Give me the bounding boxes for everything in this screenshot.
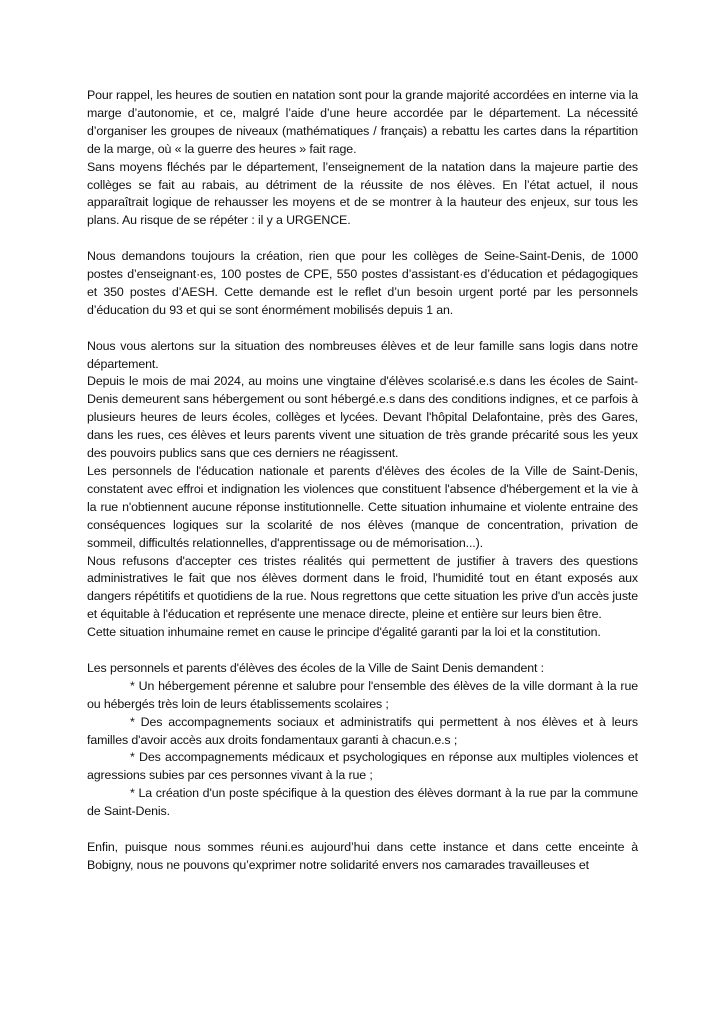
section-eleves-sans-logis: [87, 338, 638, 642]
paragraph: Cette situation inhumaine remet en cause le principe d'égalité garanti par la loi et la constitution.: [87, 625, 601, 640]
paragraph: Les personnels de l'éducation nationale et parents d'élèves des écoles de la Ville de Saint-Denis, constatent avec effroi et indignation les violences que constituent l'absence d'hébergement et la vie à la rue n'obtiennent aucune réponse institutionnelle. Cette situation inhumaine et violente entraine des conséquences logiques sur la scolarité de nos élèves (manque de concentration, privation de sommeil, difficultés relationnelles, d'apprentissage ou de mémorisation...).: [87, 464, 638, 550]
paragraph: Nous refusons d'accepter ces tristes réalités qui permettent de justifier à travers des questions administratives le fait que nos élèves dorment dans le froid, l'humidité tout en étant exposés aux dangers répétitifs et quotidiens de la rue. Nous regrettons que cette situation les prive d'un accès juste et équitable à l'éducation et représente une menace directe, pleine et entière sur leurs bien être.: [87, 553, 638, 622]
section-demande-postes: [87, 248, 638, 320]
paragraph: Nous demandons toujours la création, rien que pour les collèges de Seine-Saint-Denis, de 1000 postes d’enseignant·es, 100 postes de CPE, 550 postes d’assistant·es d’éducation et pédagogiques et 350 postes d’AESH. Cette demande est le reflet d’un besoin urgent porté par les personnels d’éducation du 93 et qui se sont énormément mobilisés depuis 1 an.: [87, 249, 638, 317]
section-demandes: [87, 660, 638, 821]
document-page: [87, 87, 638, 893]
list-item: * La création d'un poste spécifique à la question des élèves dormant à la rue par la commune de Saint-Denis.: [87, 786, 638, 819]
list-item: * Un hébergement pérenne et salubre pour l'ensemble des élèves de la ville dormant à la rue ou hébergés très loin de leurs établissements scolaires ;: [87, 678, 638, 711]
paragraph: Nous vous alertons sur la situation des nombreuses élèves et de leur famille sans logis dans notre département.: [87, 338, 638, 371]
section-solidarite: [87, 839, 638, 875]
section-natation: [87, 87, 638, 230]
paragraph: Enfin, puisque nous sommes réuni.es aujourd’hui dans cette instance et dans cette enceinte à Bobigny, nous ne pouvons qu’exprimer notre solidarité envers nos camarades travailleuses et: [87, 840, 638, 872]
list-intro: Les personnels et parents d'élèves des écoles de la Ville de Saint Denis demandent :: [87, 660, 545, 675]
paragraph: Sans moyens fléchés par le département, l’enseignement de la natation dans la majeure partie des collèges se fait au rabais, au détriment de la réussite de nos élèves. En l’état actuel, il nous apparaîtrait logique de rehausser les moyens et de se montrer à la hauteur des enjeux, sur tous les plans. Au risque de se répéter : il y a URGENCE.: [87, 159, 638, 228]
list-item: * Des accompagnements sociaux et administratifs qui permettent à nos élèves et à leurs familles d'avoir accès aux droits fondamentaux garanti à chacun.e.s ;: [87, 714, 638, 747]
list-item: * Des accompagnements médicaux et psychologiques en réponse aux multiples violences et agressions subies par ces personnes vivant à la rue ;: [87, 750, 638, 783]
paragraph: Pour rappel, les heures de soutien en natation sont pour la grande majorité accordées en interne via la marge d’autonomie, et ce, malgré l’aide d’une heure accordée par le département. La nécessité d’organiser les groupes de niveaux (mathématiques / français) a rebattu les cartes dans la répartition de la marge, où « la guerre des heures » fait rage.: [87, 88, 638, 156]
paragraph: Depuis le mois de mai 2024, au moins une vingtaine d'élèves scolarisé.e.s dans les écoles de Saint-Denis demeurent sans hébergement ou sont hébergé.e.s dans des conditions indignes, et ce parfois à plusieurs heures de leurs écoles, collèges et lycées. Devant l'hôpital Delafontaine, près des Gares, dans les rues, ces élèves et leurs parents vivent une situation de très grande précarité sous les yeux des pouvoirs publics sans que ces derniers ne réagissent.: [87, 374, 638, 461]
